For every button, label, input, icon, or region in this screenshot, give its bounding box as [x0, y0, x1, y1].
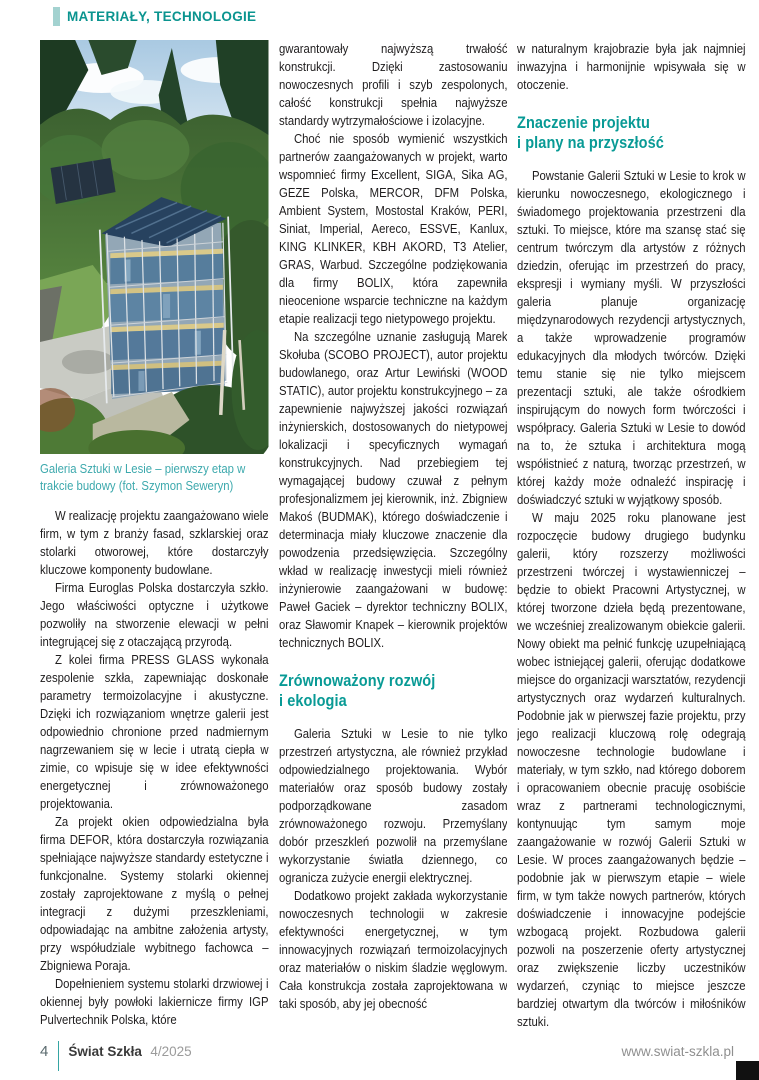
column-3 [517, 40, 746, 1045]
body-paragraph: Firma Euroglas Polska dostarczyła szkło. Jego właściwości optyczne i użytkowe pozwoliły na stworzenie elewacji w pełni integrującej się z otaczającą przyrodą. [40, 580, 269, 649]
section-kicker [53, 7, 256, 26]
body-paragraph: W realizację projektu zaangażowano wiele firm, w tym z branży fasad, szklarskiej oraz stolarki otworowej, które dostarczyły kluczowe komponenty budowlane. [40, 508, 269, 577]
column-2 [279, 40, 508, 1045]
kicker-accent-bar [53, 7, 60, 26]
body-paragraph: Dopełnieniem systemu stolarki drzwiowej i okiennej były powłoki lakiernicze firmy IGP Pulvertechnik Polska, które [40, 976, 269, 1027]
body-paragraph: Z kolei firma PRESS GLASS wykonała zespolenie szkła, zapewniając doskonałe parametry termoizolacyjne i akustyczne. Dzięki ich rozwiązaniom wnętrze galerii jest odpowiednio chronione przed nadmiernym nagrzewaniem się w lecie i utratą ciepła w zimie, co wpisuje się w idee efektywności energetycznej i zrównoważonego projektowania. [40, 652, 269, 811]
magazine-info [68, 1041, 191, 1063]
body-paragraph: w naturalnym krajobrazie była jak najmniej inwazyjna i harmonijnie wpisywała się w otoczenie. [517, 41, 746, 92]
column-1 [40, 40, 269, 1045]
body-paragraph: Na szczególne uznanie zasługują Marek Skołuba (SCOBO PROJECT), autor projektu budowlanego, oraz Artur Lewiński (WOOD STATIC), autor projektu konstrukcyjnego – za zapewnienie najwyższej jakości rozwiązań inżynierskich, dostosowanych do nietypowej lokalizacji i specyficznych wymagań konstrukcyjnych. Nad przebiegiem tej wymagającej budowy czuwał z pełnym profesjonalizmem jej kierownik, inż. Zbigniew Makoś (BUDMAK), którego doświadczenie i determinacja miały kluczowe znaczenie dla powodzenia przedsięwzięcia. Szczególny wkład w realizację inwestycji mieli również inżynierowie zaangażowani w budowę: Paweł Gaciek – dyrektor techniczny BOLIX, oraz Sławomir Knapek – kierownik projektów technicznych BOLIX. [278, 329, 508, 650]
section-heading: Znaczenie projektu i plany na przyszłość [517, 114, 665, 152]
column-2-text [279, 40, 508, 1013]
construction-photo [40, 40, 269, 454]
page-number: 4 [40, 1043, 49, 1060]
magazine-title: Świat Szkła [68, 1044, 142, 1059]
kicker-title: MATERIAŁY, TECHNOLOGIE [67, 9, 257, 24]
body-paragraph: Powstanie Galerii Sztuki w Lesie to krok w kierunku nowoczesnego, ekologicznego i świadomego projektowania przestrzeni dla sztuki. To miejsce, które ma szansę stać się centrum twórczym dla artystów z różnych dziedzin, oferując im przestrzeń do pracy, ekspresji i wymiany myśli. W przyszłości galeria planuje organizację międzynarodowych rezydencji artystycznych, a także wprowadzenie programów edukacyjnych dla młodych twórców. Dzięki temu stanie się nie tylko miejscem prezentacji sztuki, ale także ośrodkiem inspirującym do nowych form twórczości i współpracy. Galeria Sztuki w Lesie to dowód na to, że sztuka i architektura mogą współistnieć z naturą, tworząc przestrzeń, w której każdy może odnaleźć inspirację i doświadczyć sztuki w wyjątkowy sposób. [517, 168, 746, 507]
body-paragraph: Galeria Sztuki w Lesie to nie tylko przestrzeń artystyczna, ale również przykład odpowiedzialnego projektowania. Wybór materiałów oraz sposób budowy zostały podporządkowane zasadom zrównoważonego rozwoju. Przemyślany dobór przeszkleń pozwolił na przemyślane wykorzystanie światła dziennego, co ogranicza zużycie energii elektrycznej. [278, 726, 508, 885]
article-body [40, 40, 746, 1045]
page-footer [40, 1041, 734, 1071]
body-paragraph: gwarantowały najwyższą trwałość konstrukcji. Dzięki zastosowaniu nowoczesnych profili i szyb zespolonych, całość konstrukcji spełnia najwyższe standardy wytrzymałościowe i izolacyjne. [278, 41, 508, 128]
photo-caption: Galeria Sztuki w Lesie – pierwszy etap w trakcie budowy (fot. Szymon Seweryn) [40, 461, 246, 493]
body-paragraph: Dodatkowo projekt zakłada wykorzystanie nowoczesnych technologii w zakresie efektywności energetycznej, w tym innowacyjnych rozwiązań termoizolacyjnych oraz materiałów o niskim śladzie węglowym. Cała konstrukcja została zaprojektowana w taki sposób, aby jej obecność [278, 888, 508, 1011]
construction-photo-figure [40, 40, 269, 494]
column-1-text [40, 507, 269, 1029]
website-url: www.swiat-szkla.pl [621, 1044, 734, 1059]
footer-divider [58, 1041, 59, 1071]
page-corner-mark [736, 1061, 759, 1080]
body-paragraph: W maju 2025 roku planowane jest rozpoczęcie budowy drugiego budynku galerii, który rozszerzy możliwości przestrzeni twórczej i wystawienniczej – będzie to obiekt Pracowni Artystycznej, w której tworzone dzieła będą prezentowane, we wcześniej zrealizowanym obiekcie galerii. Nowy obiekt ma pełnić funkcję uzupełniającą wobec istniejącej galerii, oferując dodatkowe miejsce do organizacji warsztatów, rezydencji artystycznych oraz wydarzeń kulturalnych. Podobnie jak w pierwszej fazie projektu, przy jego realizacji kluczową rolę odegrają nowoczesne technologie budowlane i materiały, w tym szkło, nad którego doborem i opracowaniem obecnie pracuję osobiście wraz z partnerami technologicznymi, kontynuując tym samym moje zaangażowanie w rozwój Galerii Sztuki w Lesie. W proces zaangażowanych będzie – podobnie jak w pierwszym etapie – wiele firm, w tym także nowych partnerów, których doświadczenie i innowacyjne podejście wzbogacą projekt. Rozbudowa galerii pozwoli na poszerzenie oferty artystycznej oraz zwiększenie liczby uczestników wydarzeń, czyniąc to miejsce jeszcze bardziej otwartym dla twórców i miłośników sztuki. [517, 510, 746, 1029]
body-paragraph: Za projekt okien odpowiedzialna była firma DEFOR, która dostarczyła rozwiązania spełniające najwyższe standardy estetyczne i funkcjonalne. Systemy stolarki okiennej zostały zaprojektowane z myślą o pełnej integracji z dużymi przeszkleniami, odpowiadając na ambitne założenia artysty, przy współudziale wybitnego fachowca – Zbigniewa Poraja. [40, 814, 269, 973]
body-paragraph: Choć nie sposób wymienić wszystkich partnerów zaangażowanych w projekt, warto wspomnieć firmy Excellent, SIGA, Sika AG, GEZE Polska, MERCOR, DFM Polska, Ambient System, Mostostal Kraków, PERI, Siniat, Imperial, Aereco, ESSVE, Kanlux, KING KLINKER, KBH AKORD, T3 Atelier, GRAS, Warbud. Szczególne podziękowania dla firmy BOLIX, która zapewniła nieocenione wsparcie techniczne na każdym etapie realizacji tego nietypowego projektu. [278, 131, 508, 326]
section-heading: Zrównoważony rozwój i ekologia [278, 672, 435, 710]
magazine-issue: 4/2025 [150, 1044, 192, 1059]
column-3-text [517, 40, 746, 1031]
